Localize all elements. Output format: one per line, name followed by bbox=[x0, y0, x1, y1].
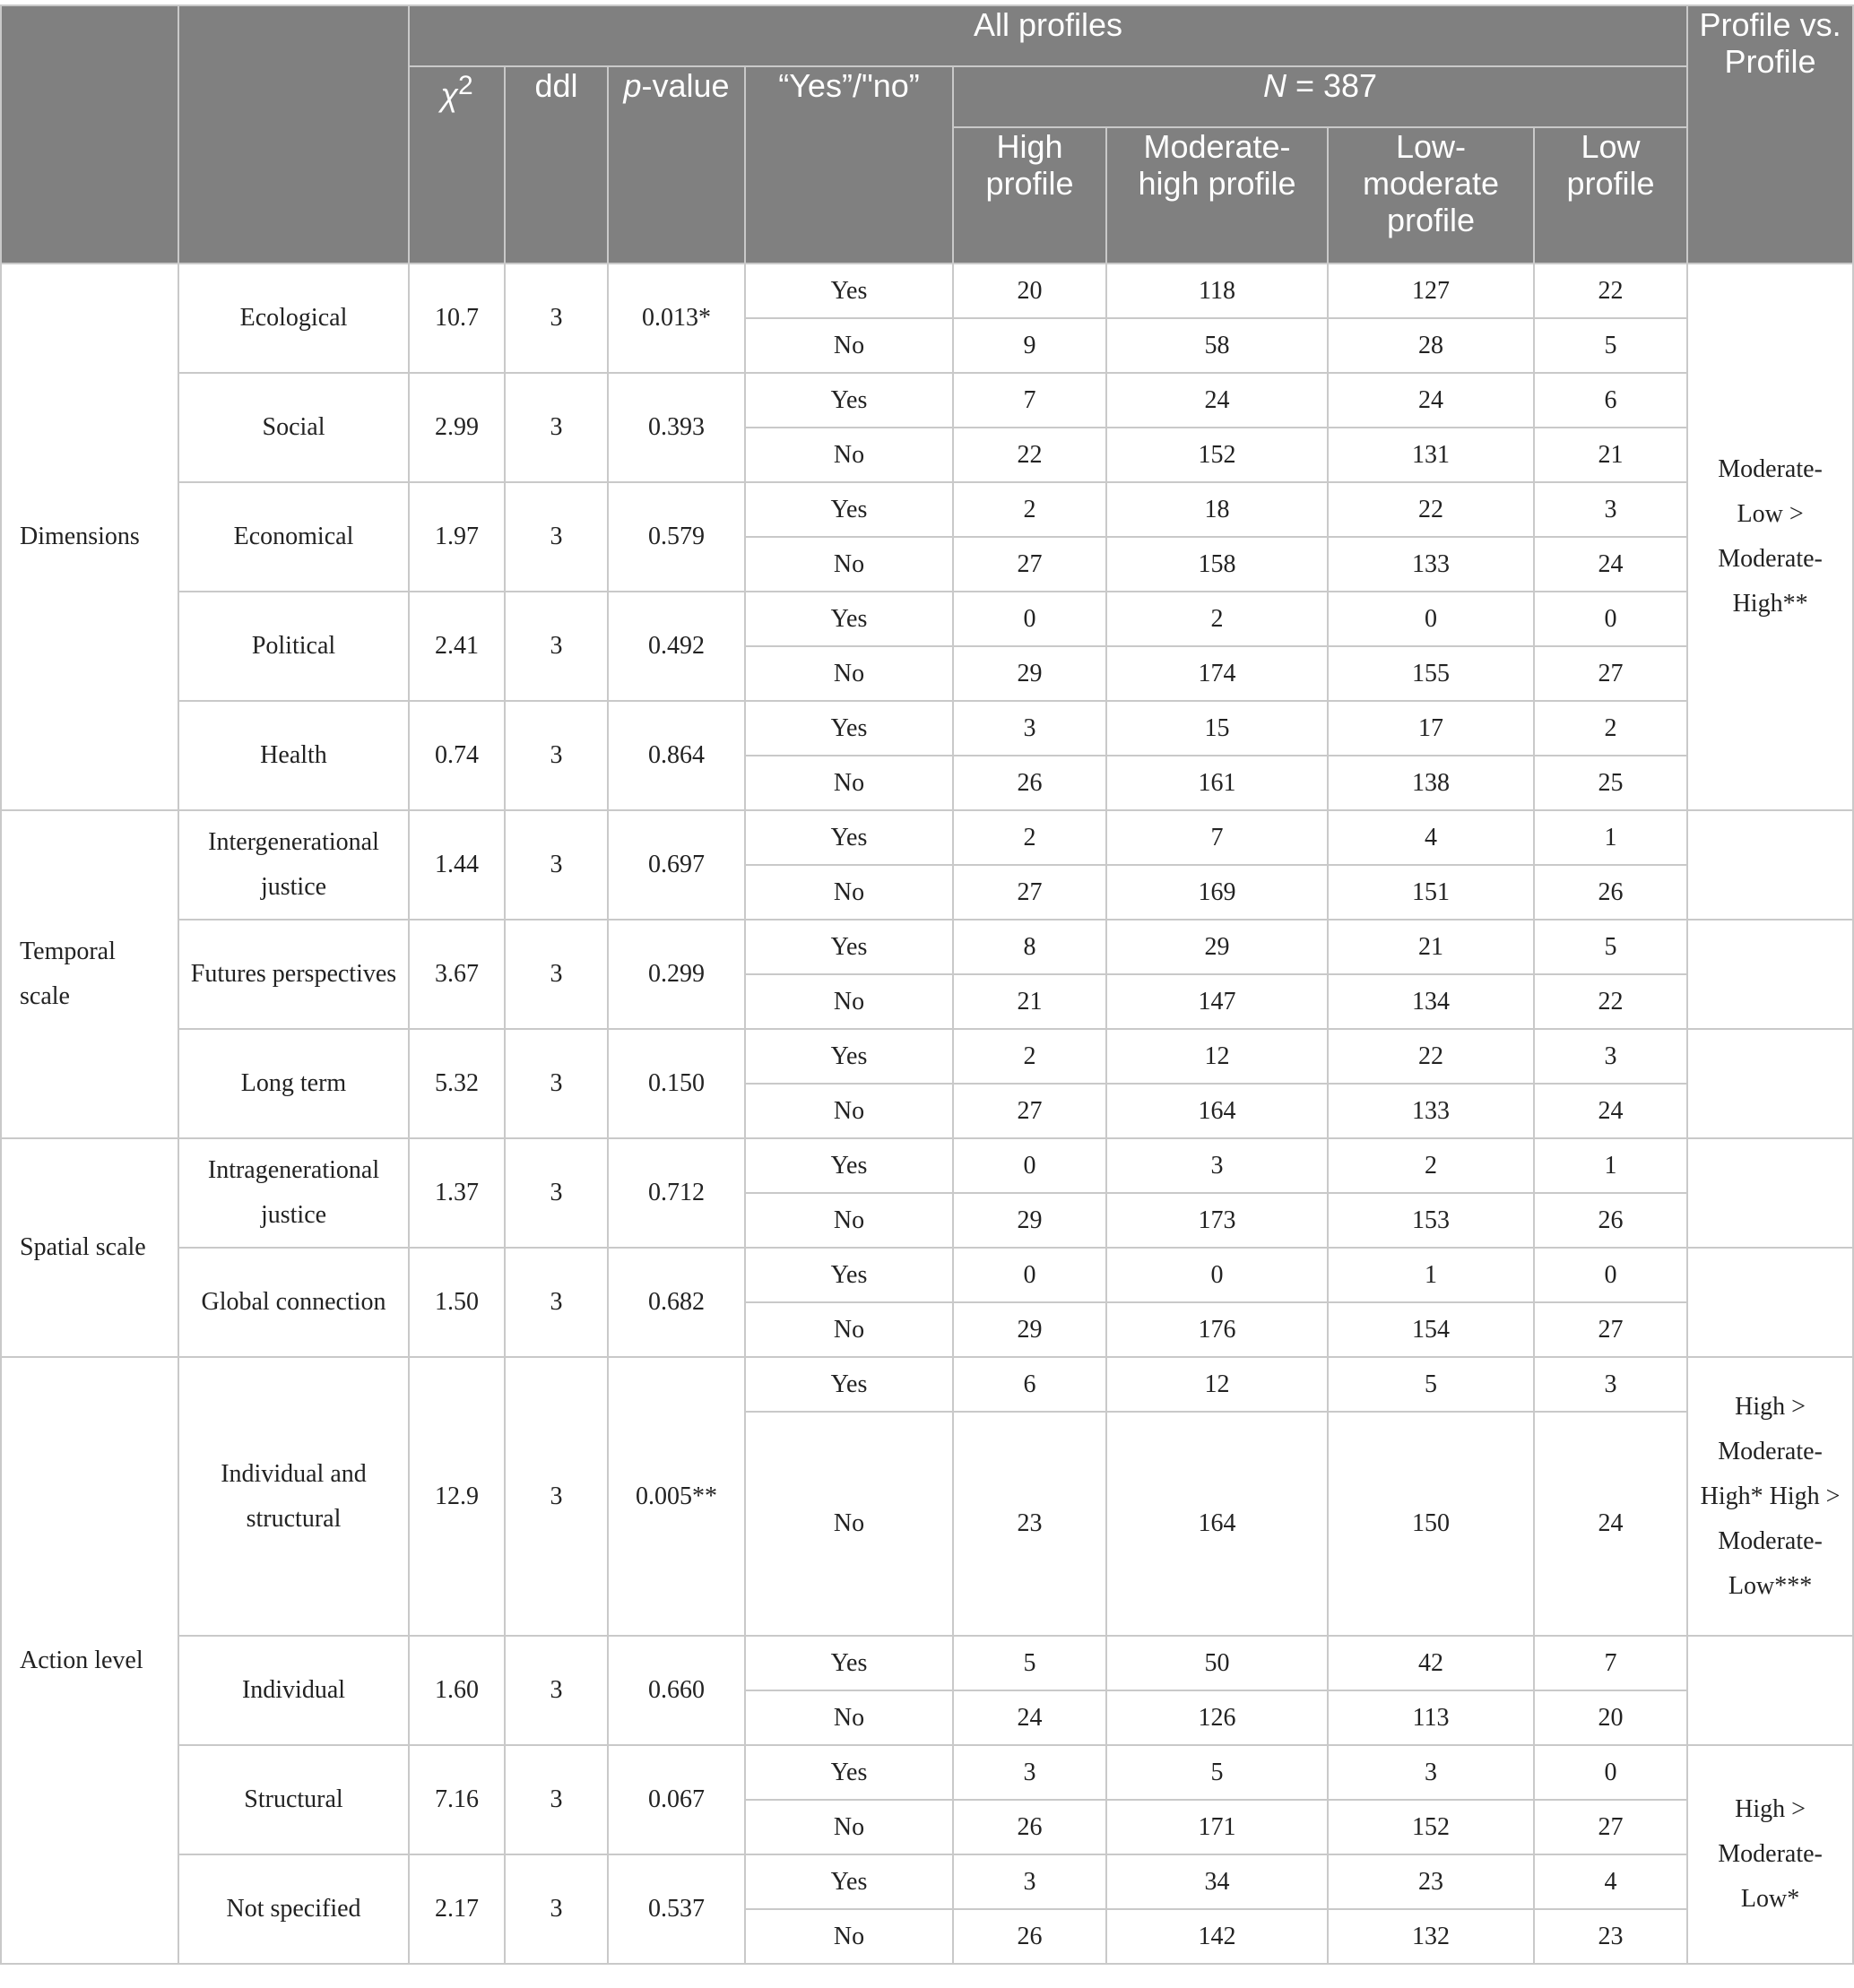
count-moderate-high: 50 bbox=[1106, 1636, 1328, 1690]
p-value: 0.697 bbox=[608, 810, 745, 920]
chi2-value: 1.60 bbox=[409, 1636, 505, 1745]
table-row bbox=[1, 1138, 1853, 1193]
variable-name: Not specified bbox=[178, 1854, 409, 1964]
count-high: 5 bbox=[953, 1636, 1106, 1690]
count-moderate-high: 15 bbox=[1106, 701, 1328, 756]
table-row bbox=[1, 1357, 1853, 1412]
count-high: 27 bbox=[953, 865, 1106, 920]
table-row bbox=[1, 373, 1853, 428]
yes-no-label: No bbox=[745, 646, 953, 701]
count-moderate-high: 18 bbox=[1106, 482, 1328, 537]
count-high: 2 bbox=[953, 482, 1106, 537]
count-moderate-high: 147 bbox=[1106, 974, 1328, 1029]
count-low: 1 bbox=[1534, 810, 1687, 865]
n-letter: N bbox=[1262, 67, 1287, 104]
count-high: 20 bbox=[953, 264, 1106, 318]
count-low: 26 bbox=[1534, 1193, 1687, 1248]
count-moderate-high: 3 bbox=[1106, 1138, 1328, 1193]
p-value: 0.299 bbox=[608, 920, 745, 1029]
variable-name: Individual bbox=[178, 1636, 409, 1745]
count-low: 0 bbox=[1534, 1248, 1687, 1302]
count-low: 1 bbox=[1534, 1138, 1687, 1193]
count-high: 6 bbox=[953, 1357, 1106, 1412]
count-low-moderate: 131 bbox=[1328, 428, 1534, 482]
header-ddl: ddl bbox=[505, 66, 608, 264]
count-moderate-high: 152 bbox=[1106, 428, 1328, 482]
table-row bbox=[1, 920, 1853, 974]
count-low-moderate: 42 bbox=[1328, 1636, 1534, 1690]
count-moderate-high: 2 bbox=[1106, 592, 1328, 646]
group-label: Temporal scale bbox=[1, 810, 178, 1138]
table-row bbox=[1, 701, 1853, 756]
ddl-value: 3 bbox=[505, 1745, 608, 1854]
comparison-result: Moderate-Low > Moderate-High** bbox=[1687, 264, 1853, 810]
chi2-value: 5.32 bbox=[409, 1029, 505, 1138]
ddl-value: 3 bbox=[505, 1854, 608, 1964]
yes-no-label: No bbox=[745, 318, 953, 373]
count-low-moderate: 127 bbox=[1328, 264, 1534, 318]
count-low: 22 bbox=[1534, 974, 1687, 1029]
count-high: 26 bbox=[953, 1800, 1106, 1854]
chi2-value: 2.99 bbox=[409, 373, 505, 482]
ddl-value: 3 bbox=[505, 264, 608, 373]
count-moderate-high: 171 bbox=[1106, 1800, 1328, 1854]
count-low: 0 bbox=[1534, 1745, 1687, 1800]
n-value: = 387 bbox=[1286, 67, 1378, 104]
chi2-value: 0.74 bbox=[409, 701, 505, 810]
count-low: 27 bbox=[1534, 1302, 1687, 1357]
p-value: 0.682 bbox=[608, 1248, 745, 1357]
yes-no-label: Yes bbox=[745, 1636, 953, 1690]
count-low-moderate: 134 bbox=[1328, 974, 1534, 1029]
count-moderate-high: 12 bbox=[1106, 1029, 1328, 1084]
count-high: 3 bbox=[953, 701, 1106, 756]
chi2-value: 2.17 bbox=[409, 1854, 505, 1964]
variable-name: Structural bbox=[178, 1745, 409, 1854]
count-moderate-high: 29 bbox=[1106, 920, 1328, 974]
header-moderate-high-profile: Moderate-high profile bbox=[1106, 127, 1328, 264]
count-low: 5 bbox=[1534, 920, 1687, 974]
chi2-superscript: 2 bbox=[457, 71, 473, 100]
ddl-value: 3 bbox=[505, 373, 608, 482]
comparison-result: High > Moderate-High* High > Moderate-Low*** bbox=[1687, 1357, 1853, 1636]
count-low: 3 bbox=[1534, 482, 1687, 537]
table-row bbox=[1, 810, 1853, 865]
p-value: 0.537 bbox=[608, 1854, 745, 1964]
count-moderate-high: 164 bbox=[1106, 1084, 1328, 1138]
yes-no-label: No bbox=[745, 1690, 953, 1745]
count-moderate-high: 5 bbox=[1106, 1745, 1328, 1800]
count-moderate-high: 169 bbox=[1106, 865, 1328, 920]
yes-no-label: Yes bbox=[745, 264, 953, 318]
p-value: 0.150 bbox=[608, 1029, 745, 1138]
ddl-value: 3 bbox=[505, 1138, 608, 1248]
ddl-value: 3 bbox=[505, 1636, 608, 1745]
variable-name: Ecological bbox=[178, 264, 409, 373]
count-high: 29 bbox=[953, 1193, 1106, 1248]
variable-name: Intragenerational justice bbox=[178, 1138, 409, 1248]
count-low-moderate: 152 bbox=[1328, 1800, 1534, 1854]
ddl-value: 3 bbox=[505, 920, 608, 1029]
count-low-moderate: 0 bbox=[1328, 592, 1534, 646]
ddl-value: 3 bbox=[505, 592, 608, 701]
results-table bbox=[0, 4, 1854, 1965]
chi2-value: 1.50 bbox=[409, 1248, 505, 1357]
count-low-moderate: 133 bbox=[1328, 1084, 1534, 1138]
count-low: 4 bbox=[1534, 1854, 1687, 1909]
count-low-moderate: 132 bbox=[1328, 1909, 1534, 1964]
chi2-value: 10.7 bbox=[409, 264, 505, 373]
yes-no-label: No bbox=[745, 1084, 953, 1138]
header-blank-group bbox=[1, 5, 178, 264]
count-low-moderate: 154 bbox=[1328, 1302, 1534, 1357]
count-moderate-high: 173 bbox=[1106, 1193, 1328, 1248]
count-high: 2 bbox=[953, 810, 1106, 865]
p-value: 0.005** bbox=[608, 1357, 745, 1636]
count-moderate-high: 164 bbox=[1106, 1412, 1328, 1636]
count-low: 21 bbox=[1534, 428, 1687, 482]
count-low-moderate: 151 bbox=[1328, 865, 1534, 920]
count-low-moderate: 22 bbox=[1328, 1029, 1534, 1084]
count-low-moderate: 24 bbox=[1328, 373, 1534, 428]
p-value: 0.864 bbox=[608, 701, 745, 810]
variable-name: Health bbox=[178, 701, 409, 810]
count-moderate-high: 118 bbox=[1106, 264, 1328, 318]
count-high: 26 bbox=[953, 756, 1106, 810]
count-low: 22 bbox=[1534, 264, 1687, 318]
count-low: 5 bbox=[1534, 318, 1687, 373]
header-all-profiles: All profiles bbox=[409, 5, 1687, 66]
count-moderate-high: 176 bbox=[1106, 1302, 1328, 1357]
count-moderate-high: 174 bbox=[1106, 646, 1328, 701]
count-high: 8 bbox=[953, 920, 1106, 974]
ddl-value: 3 bbox=[505, 701, 608, 810]
count-low-moderate: 21 bbox=[1328, 920, 1534, 974]
ddl-value: 3 bbox=[505, 810, 608, 920]
count-moderate-high: 161 bbox=[1106, 756, 1328, 810]
yes-no-label: Yes bbox=[745, 810, 953, 865]
count-high: 26 bbox=[953, 1909, 1106, 1964]
yes-no-label: Yes bbox=[745, 1138, 953, 1193]
group-label: Spatial scale bbox=[1, 1138, 178, 1357]
comparison-empty bbox=[1687, 1138, 1853, 1248]
comparison-empty bbox=[1687, 810, 1853, 920]
yes-no-label: No bbox=[745, 1412, 953, 1636]
variable-name: Individual and structural bbox=[178, 1357, 409, 1636]
p-letter: p bbox=[623, 67, 642, 104]
count-low-moderate: 153 bbox=[1328, 1193, 1534, 1248]
count-low-moderate: 28 bbox=[1328, 318, 1534, 373]
p-value: 0.492 bbox=[608, 592, 745, 701]
yes-no-label: No bbox=[745, 756, 953, 810]
chi2-symbol: χ bbox=[440, 76, 458, 113]
variable-name: Intergenerational justice bbox=[178, 810, 409, 920]
count-moderate-high: 158 bbox=[1106, 537, 1328, 592]
chi2-value: 1.97 bbox=[409, 482, 505, 592]
count-low-moderate: 133 bbox=[1328, 537, 1534, 592]
yes-no-label: Yes bbox=[745, 1745, 953, 1800]
yes-no-label: No bbox=[745, 1909, 953, 1964]
count-low: 25 bbox=[1534, 756, 1687, 810]
yes-no-label: Yes bbox=[745, 482, 953, 537]
table-row bbox=[1, 1248, 1853, 1302]
count-low-moderate: 1 bbox=[1328, 1248, 1534, 1302]
yes-no-label: Yes bbox=[745, 701, 953, 756]
header-chi2 bbox=[409, 66, 505, 264]
count-low-moderate: 138 bbox=[1328, 756, 1534, 810]
variable-name: Political bbox=[178, 592, 409, 701]
count-high: 29 bbox=[953, 1302, 1106, 1357]
variable-name: Long term bbox=[178, 1029, 409, 1138]
count-low-moderate: 23 bbox=[1328, 1854, 1534, 1909]
yes-no-label: No bbox=[745, 974, 953, 1029]
header-profile-vs-profile: Profile vs. Profile bbox=[1687, 5, 1853, 264]
table-body bbox=[1, 264, 1853, 1964]
count-low: 3 bbox=[1534, 1357, 1687, 1412]
p-value: 0.579 bbox=[608, 482, 745, 592]
count-low: 23 bbox=[1534, 1909, 1687, 1964]
count-low-moderate: 2 bbox=[1328, 1138, 1534, 1193]
yes-no-label: Yes bbox=[745, 1248, 953, 1302]
count-low-moderate: 4 bbox=[1328, 810, 1534, 865]
yes-no-label: No bbox=[745, 1193, 953, 1248]
count-low: 6 bbox=[1534, 373, 1687, 428]
count-low-moderate: 155 bbox=[1328, 646, 1534, 701]
count-moderate-high: 7 bbox=[1106, 810, 1328, 865]
chi2-value: 3.67 bbox=[409, 920, 505, 1029]
yes-no-label: Yes bbox=[745, 1357, 953, 1412]
count-moderate-high: 126 bbox=[1106, 1690, 1328, 1745]
yes-no-label: No bbox=[745, 1800, 953, 1854]
count-low: 27 bbox=[1534, 646, 1687, 701]
yes-no-label: Yes bbox=[745, 1029, 953, 1084]
yes-no-label: Yes bbox=[745, 592, 953, 646]
p-value: 0.013* bbox=[608, 264, 745, 373]
p-value: 0.067 bbox=[608, 1745, 745, 1854]
count-high: 24 bbox=[953, 1690, 1106, 1745]
table-row bbox=[1, 1636, 1853, 1690]
p-value: 0.393 bbox=[608, 373, 745, 482]
p-value: 0.660 bbox=[608, 1636, 745, 1745]
header-yes-no: “Yes”/"no” bbox=[745, 66, 953, 264]
variable-name: Futures perspectives bbox=[178, 920, 409, 1029]
chi2-value: 7.16 bbox=[409, 1745, 505, 1854]
count-low: 24 bbox=[1534, 537, 1687, 592]
yes-no-label: Yes bbox=[745, 1854, 953, 1909]
count-moderate-high: 142 bbox=[1106, 1909, 1328, 1964]
yes-no-label: Yes bbox=[745, 920, 953, 974]
count-low-moderate: 5 bbox=[1328, 1357, 1534, 1412]
count-high: 0 bbox=[953, 1138, 1106, 1193]
count-low: 24 bbox=[1534, 1084, 1687, 1138]
table-header bbox=[1, 5, 1853, 264]
yes-no-label: No bbox=[745, 537, 953, 592]
header-n bbox=[953, 66, 1687, 127]
count-high: 3 bbox=[953, 1745, 1106, 1800]
count-low: 7 bbox=[1534, 1636, 1687, 1690]
count-low-moderate: 22 bbox=[1328, 482, 1534, 537]
table-row bbox=[1, 1854, 1853, 1909]
count-low-moderate: 17 bbox=[1328, 701, 1534, 756]
p-value: 0.712 bbox=[608, 1138, 745, 1248]
count-moderate-high: 0 bbox=[1106, 1248, 1328, 1302]
table-row bbox=[1, 1029, 1853, 1084]
count-high: 0 bbox=[953, 1248, 1106, 1302]
table-row bbox=[1, 482, 1853, 537]
count-high: 29 bbox=[953, 646, 1106, 701]
group-label: Dimensions bbox=[1, 264, 178, 810]
header-p-value bbox=[608, 66, 745, 264]
yes-no-label: No bbox=[745, 1302, 953, 1357]
variable-name: Economical bbox=[178, 482, 409, 592]
count-low: 24 bbox=[1534, 1412, 1687, 1636]
variable-name: Social bbox=[178, 373, 409, 482]
count-high: 27 bbox=[953, 1084, 1106, 1138]
ddl-value: 3 bbox=[505, 482, 608, 592]
chi2-value: 1.37 bbox=[409, 1138, 505, 1248]
count-low: 27 bbox=[1534, 1800, 1687, 1854]
comparison-result: High > Moderate-Low* bbox=[1687, 1745, 1853, 1964]
yes-no-label: No bbox=[745, 865, 953, 920]
comparison-empty bbox=[1687, 920, 1853, 1029]
count-low-moderate: 113 bbox=[1328, 1690, 1534, 1745]
chi2-value: 1.44 bbox=[409, 810, 505, 920]
comparison-empty bbox=[1687, 1636, 1853, 1745]
count-low: 26 bbox=[1534, 865, 1687, 920]
table-row bbox=[1, 264, 1853, 318]
ddl-value: 3 bbox=[505, 1029, 608, 1138]
ddl-value: 3 bbox=[505, 1357, 608, 1636]
count-moderate-high: 12 bbox=[1106, 1357, 1328, 1412]
count-low: 2 bbox=[1534, 701, 1687, 756]
p-value-rest: -value bbox=[641, 67, 730, 104]
count-high: 23 bbox=[953, 1412, 1106, 1636]
count-low: 20 bbox=[1534, 1690, 1687, 1745]
header-low-profile: Low profile bbox=[1534, 127, 1687, 264]
count-low-moderate: 3 bbox=[1328, 1745, 1534, 1800]
count-high: 2 bbox=[953, 1029, 1106, 1084]
count-high: 27 bbox=[953, 537, 1106, 592]
variable-name: Global connection bbox=[178, 1248, 409, 1357]
group-label: Action level bbox=[1, 1357, 178, 1964]
count-high: 7 bbox=[953, 373, 1106, 428]
count-low: 0 bbox=[1534, 592, 1687, 646]
header-high-profile: High profile bbox=[953, 127, 1106, 264]
comparison-empty bbox=[1687, 1029, 1853, 1138]
yes-no-label: No bbox=[745, 428, 953, 482]
chi2-value: 2.41 bbox=[409, 592, 505, 701]
yes-no-label: Yes bbox=[745, 373, 953, 428]
header-low-moderate-profile: Low-moderate profile bbox=[1328, 127, 1534, 264]
count-moderate-high: 24 bbox=[1106, 373, 1328, 428]
table-row bbox=[1, 592, 1853, 646]
count-high: 3 bbox=[953, 1854, 1106, 1909]
table-row bbox=[1, 1745, 1853, 1800]
count-low: 3 bbox=[1534, 1029, 1687, 1084]
count-high: 21 bbox=[953, 974, 1106, 1029]
count-moderate-high: 58 bbox=[1106, 318, 1328, 373]
chi2-value: 12.9 bbox=[409, 1357, 505, 1636]
count-high: 9 bbox=[953, 318, 1106, 373]
comparison-empty bbox=[1687, 1248, 1853, 1357]
count-moderate-high: 34 bbox=[1106, 1854, 1328, 1909]
ddl-value: 3 bbox=[505, 1248, 608, 1357]
count-high: 0 bbox=[953, 592, 1106, 646]
count-high: 22 bbox=[953, 428, 1106, 482]
count-low-moderate: 150 bbox=[1328, 1412, 1534, 1636]
header-blank-variable bbox=[178, 5, 409, 264]
